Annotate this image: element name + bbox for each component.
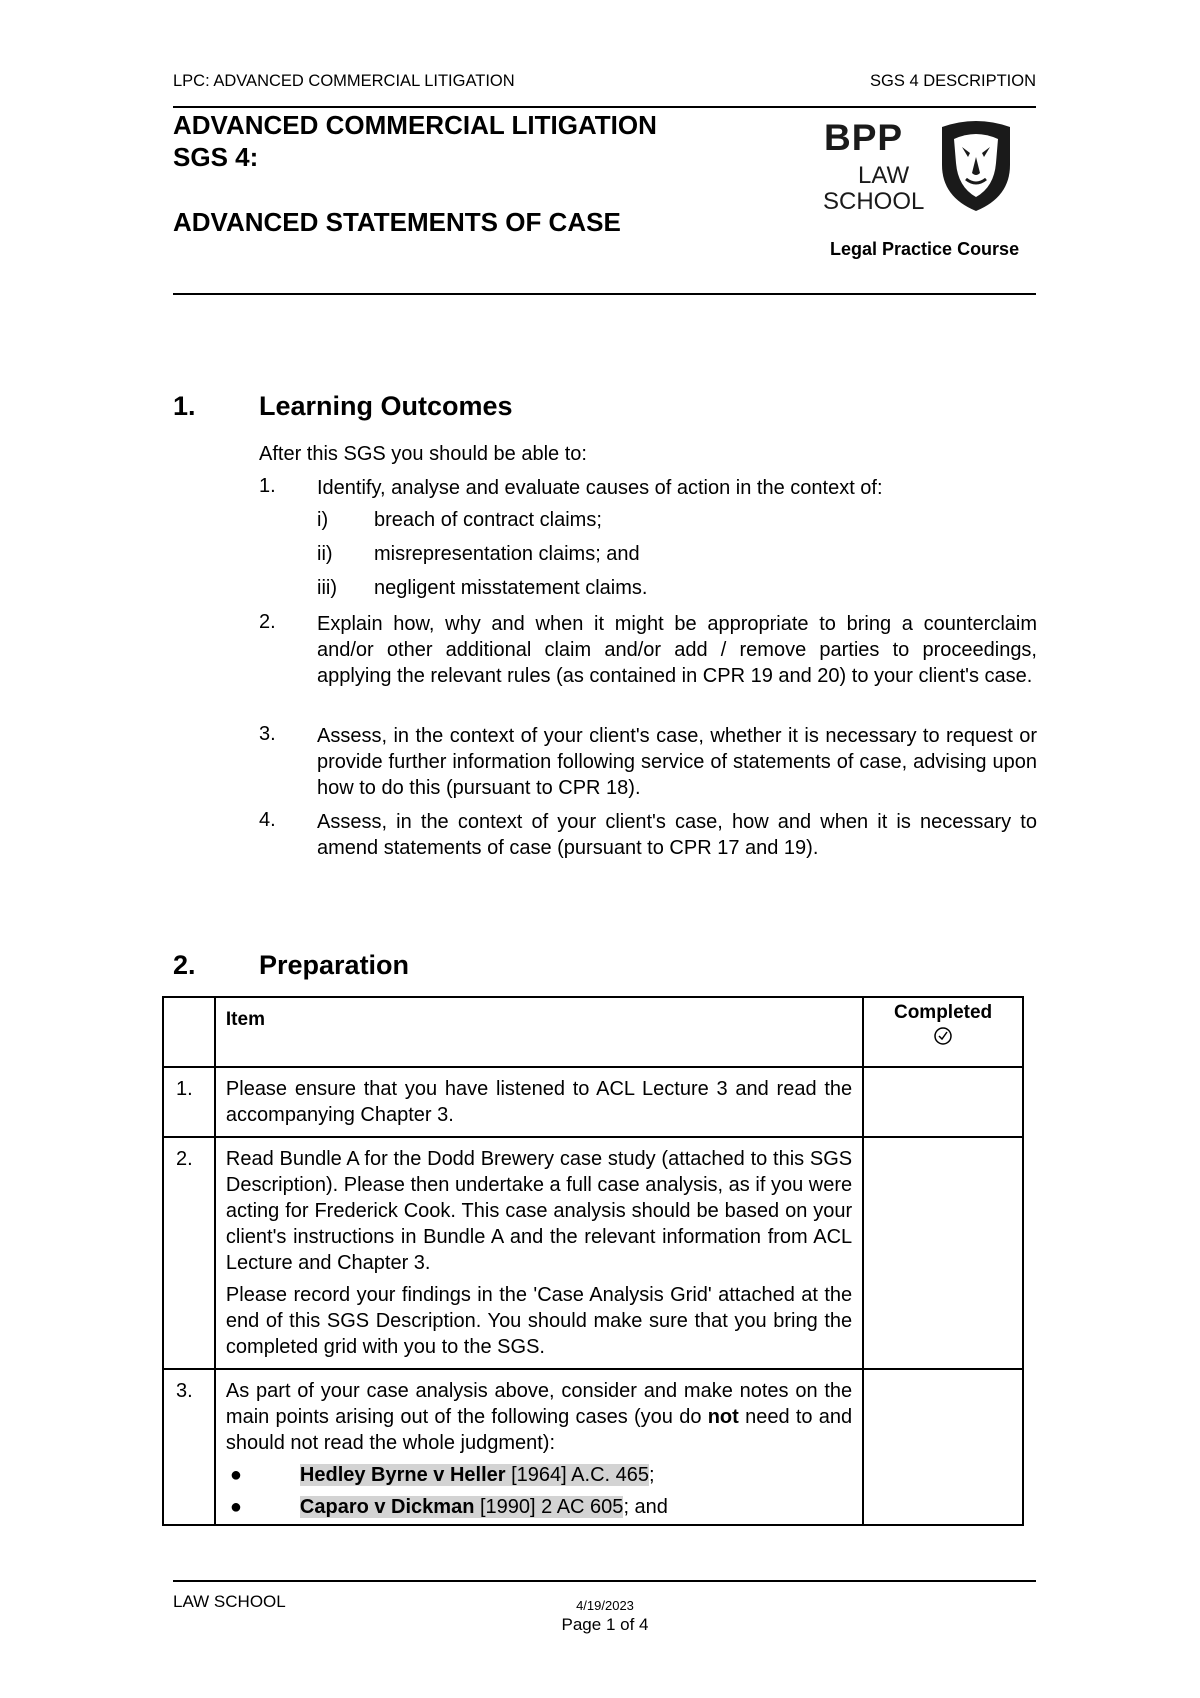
outcome-text: Assess, in the context of your client's case, whether it is necessary to request or provide further information following service of statements of case, advising upon how to do this (pursuant to CPR 18). [317, 725, 1037, 799]
outcome-text: Explain how, why and when it might be appropriate to bring a counterclaim and/or other additional claim and/or add / remove parties to proceedings, applying the relevant rules (as contained in CPR 19 and 20) to your client's case. [317, 613, 1037, 687]
outcome-number: 2. [259, 611, 276, 633]
case-citation [300, 1494, 668, 1520]
footer-left: LAW SCHOOL [173, 1592, 286, 1611]
column-header-completed: Completed [893, 1002, 993, 1023]
logo-caption: Legal Practice Course [830, 239, 1020, 259]
preparation-table [162, 996, 1024, 1526]
table-row [163, 1067, 1023, 1137]
outcome-text: Assess, in the context of your client's case, how and when it is necessary to amend statements of case (pursuant to CPR 17 and 19). [317, 811, 1037, 859]
bullet-icon: ● [229, 1496, 242, 1518]
section-2-number: 2. [173, 950, 196, 980]
row-completed-cell[interactable] [863, 1369, 1023, 1525]
case-name: Hedley Byrne v Heller [299, 1464, 506, 1486]
row-text-emphasis: not [707, 1406, 739, 1428]
row-number: 3. [163, 1369, 215, 1525]
sub-item-number: i) [317, 509, 329, 531]
case-cite: [1964] A.C. 465 [505, 1464, 649, 1486]
row-content [215, 1369, 863, 1525]
row-completed-cell[interactable] [863, 1067, 1023, 1137]
running-header-left: LPC: ADVANCED COMMERCIAL LITIGATION [173, 72, 515, 90]
bpp-law-school-logo [818, 115, 1023, 215]
section-1-heading: Learning Outcomes [259, 391, 513, 421]
row-text-continued: Please record your findings in the 'Case Analysis Grid' attached at the end of this SGS Description. You should make sure that you bring the completed grid with you to the SGS. [225, 1284, 853, 1358]
sub-item-text: misrepresentation claims; and [374, 543, 640, 565]
footer-date: 4/19/2023 [576, 1598, 634, 1613]
lion-shield-icon [936, 117, 1016, 213]
outcome-number: 4. [259, 809, 276, 831]
case-cite: [1990] 2 AC 605 [474, 1496, 624, 1518]
logo-word-school: SCHOOL [823, 188, 925, 215]
row-number: 1. [163, 1067, 215, 1137]
row-text-part: need to and should not read the whole judgment): [225, 1406, 853, 1454]
row-number: 2. [163, 1137, 215, 1369]
logo-word-law: LAW [858, 162, 910, 189]
row-completed-cell[interactable] [863, 1137, 1023, 1369]
header-rule [173, 106, 1036, 108]
running-header-right: SGS 4 DESCRIPTION [870, 72, 1036, 90]
header-cell-number [163, 997, 215, 1067]
bullet-icon: ● [229, 1464, 242, 1486]
sub-item-number: ii) [317, 543, 333, 565]
case-tail: ; and [623, 1496, 668, 1518]
header-cell-item [215, 997, 863, 1067]
row-text: Read Bundle A for the Dodd Brewery case study (attached to this SGS Description). Please then undertake a full case analysis, as if you were acting for Frederick Cook. This case analysis should be based on your client's instructions in Bundle A and the relevant information from ACL Lecture and Chapter 3. [225, 1148, 853, 1274]
outcome-number: 1. [259, 475, 276, 497]
table-row [163, 1137, 1023, 1369]
outcome-text: Identify, analyse and evaluate causes of action in the context of: [317, 477, 883, 499]
sgs-number: SGS 4: [173, 142, 259, 172]
row-text [226, 1378, 852, 1456]
title-rule [173, 293, 1036, 295]
case-bullet [226, 1494, 852, 1520]
section-1-number: 1. [173, 391, 196, 421]
outcomes-intro: After this SGS you should be able to: [259, 443, 587, 465]
case-bullet [226, 1462, 852, 1488]
row-text: Please ensure that you have listened to ACL Lecture 3 and read the accompanying Chapter 3. [215, 1067, 863, 1137]
table-row [163, 1369, 1023, 1525]
footer-rule [173, 1580, 1036, 1582]
sub-item-number: iii) [317, 577, 337, 599]
case-tail: ; [649, 1464, 655, 1486]
case-name: Caparo v Dickman [299, 1496, 475, 1518]
logo-word-bpp: BPP [824, 117, 904, 158]
column-header-item: Item [225, 1009, 265, 1030]
checkmark-icon [933, 1026, 953, 1046]
case-citation [300, 1462, 655, 1488]
page-number: Page 1 of 4 [561, 1615, 649, 1634]
header-cell-completed [863, 997, 1023, 1067]
row-text-part: As part of your case analysis above, consider and make notes on the main points arising out of the following cases (you do [225, 1380, 853, 1428]
sub-item-text: negligent misstatement claims. [374, 577, 648, 599]
course-title: ADVANCED COMMERCIAL LITIGATION [173, 110, 657, 140]
sgs-title: ADVANCED STATEMENTS OF CASE [173, 207, 621, 237]
row-content [215, 1137, 863, 1369]
section-2-heading: Preparation [259, 950, 410, 980]
outcome-number: 3. [259, 723, 276, 745]
sub-item-text: breach of contract claims; [374, 509, 602, 531]
table-header-row [163, 997, 1023, 1067]
